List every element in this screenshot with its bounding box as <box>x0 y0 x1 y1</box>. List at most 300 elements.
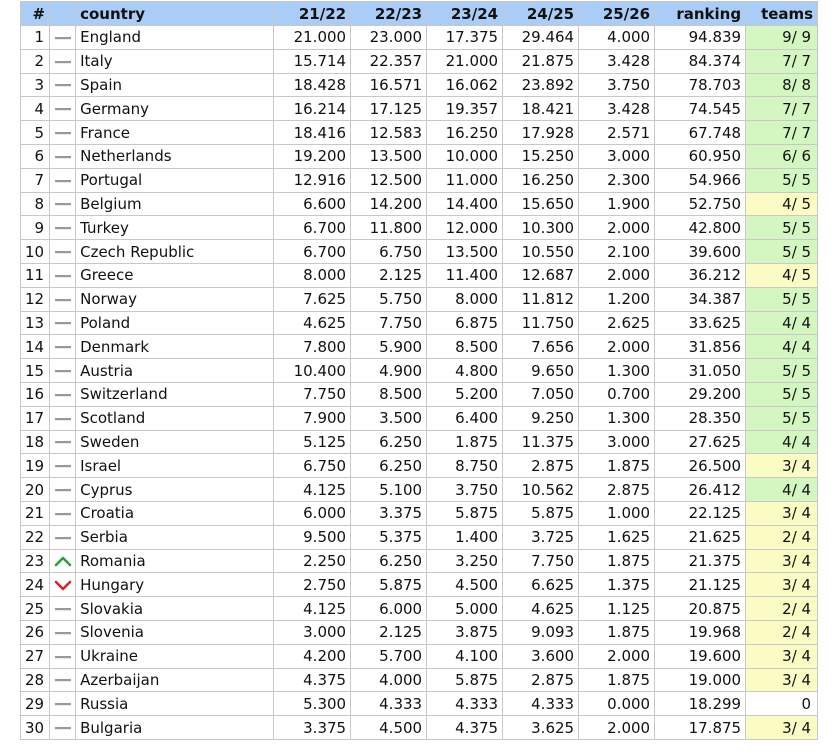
season-21-22-cell: 7.900 <box>274 406 351 430</box>
table-row <box>21 192 818 216</box>
season-24-25-cell: 12.687 <box>503 263 579 287</box>
season-24-25-cell: 2.875 <box>503 454 579 478</box>
season-21-22-cell: 16.214 <box>274 97 351 121</box>
table-row <box>21 525 818 549</box>
country-cell: Portugal <box>76 168 274 192</box>
season-22-23-cell: 7.750 <box>351 311 427 335</box>
rank-cell: 13 <box>21 311 50 335</box>
teams-cell: 5/ 5 <box>746 382 818 406</box>
season-22-23-cell: 5.900 <box>351 335 427 359</box>
teams-cell: 4/ 4 <box>746 478 818 502</box>
no-change-dash-icon <box>54 413 72 425</box>
season-23-24-cell: 5.875 <box>427 668 503 692</box>
ranking-cell: 27.625 <box>655 430 746 454</box>
season-22-23-cell: 4.500 <box>351 716 427 740</box>
no-change-dash-icon <box>54 103 72 115</box>
season-21-22-cell: 5.300 <box>274 692 351 716</box>
table-row <box>21 216 818 240</box>
rank-cell: 28 <box>21 668 50 692</box>
movement-cell <box>50 240 76 264</box>
season-24-25-cell: 6.625 <box>503 573 579 597</box>
season-22-23-cell: 6.250 <box>351 430 427 454</box>
season-21-22-cell: 7.750 <box>274 382 351 406</box>
teams-cell: 4/ 4 <box>746 430 818 454</box>
table-row <box>21 121 818 145</box>
movement-cell <box>50 549 76 573</box>
season-25-26-cell: 1.625 <box>579 525 655 549</box>
season-23-24-cell: 5.200 <box>427 382 503 406</box>
season-22-23-cell: 8.500 <box>351 382 427 406</box>
table-row <box>21 406 818 430</box>
rank-cell: 6 <box>21 144 50 168</box>
rank-cell: 3 <box>21 73 50 97</box>
season-25-26-cell: 2.300 <box>579 168 655 192</box>
ranking-cell: 21.125 <box>655 573 746 597</box>
table-row <box>21 335 818 359</box>
season-21-22-cell: 6.600 <box>274 192 351 216</box>
table-row <box>21 597 818 621</box>
no-change-dash-icon <box>54 56 72 68</box>
season-25-26-cell: 3.428 <box>579 49 655 73</box>
season-22-23-cell: 5.875 <box>351 573 427 597</box>
rank-cell: 15 <box>21 359 50 383</box>
rank-cell: 25 <box>21 597 50 621</box>
country-cell: Switzerland <box>76 382 274 406</box>
movement-cell <box>50 382 76 406</box>
season-21-22-cell: 6.000 <box>274 501 351 525</box>
movement-cell <box>50 430 76 454</box>
season-23-24-cell: 21.000 <box>427 49 503 73</box>
country-cell: Poland <box>76 311 274 335</box>
header-ranking[interactable]: ranking <box>655 2 746 26</box>
season-21-22-cell: 12.916 <box>274 168 351 192</box>
no-change-dash-icon <box>54 294 72 306</box>
ranking-cell: 84.374 <box>655 49 746 73</box>
country-cell: Norway <box>76 287 274 311</box>
season-23-24-cell: 4.100 <box>427 644 503 668</box>
ranking-cell: 39.600 <box>655 240 746 264</box>
season-25-26-cell: 3.000 <box>579 430 655 454</box>
no-change-dash-icon <box>54 460 72 472</box>
season-23-24-cell: 8.500 <box>427 335 503 359</box>
teams-cell: 3/ 4 <box>746 668 818 692</box>
season-25-26-cell: 0.000 <box>579 692 655 716</box>
movement-cell <box>50 192 76 216</box>
teams-cell: 4/ 5 <box>746 192 818 216</box>
table-row <box>21 26 818 50</box>
season-25-26-cell: 1.000 <box>579 501 655 525</box>
season-21-22-cell: 4.625 <box>274 311 351 335</box>
rank-cell: 17 <box>21 406 50 430</box>
table-row <box>21 359 818 383</box>
teams-cell: 3/ 4 <box>746 454 818 478</box>
season-23-24-cell: 5.875 <box>427 501 503 525</box>
no-change-dash-icon <box>54 698 72 710</box>
ranking-cell: 22.125 <box>655 501 746 525</box>
movement-cell <box>50 478 76 502</box>
rank-cell: 12 <box>21 287 50 311</box>
rank-cell: 5 <box>21 121 50 145</box>
country-cell: Israel <box>76 454 274 478</box>
ranking-cell: 31.856 <box>655 335 746 359</box>
movement-cell <box>50 311 76 335</box>
season-23-24-cell: 10.000 <box>427 144 503 168</box>
season-22-23-cell: 23.000 <box>351 26 427 50</box>
rank-cell: 10 <box>21 240 50 264</box>
season-24-25-cell: 3.725 <box>503 525 579 549</box>
teams-cell: 5/ 5 <box>746 216 818 240</box>
season-21-22-cell: 7.625 <box>274 287 351 311</box>
season-24-25-cell: 18.421 <box>503 97 579 121</box>
movement-cell <box>50 620 76 644</box>
country-cell: Spain <box>76 73 274 97</box>
teams-cell: 3/ 4 <box>746 573 818 597</box>
header-season-24-25[interactable]: 24/25 <box>503 2 579 26</box>
movement-cell <box>50 573 76 597</box>
country-cell: Hungary <box>76 573 274 597</box>
season-22-23-cell: 6.000 <box>351 597 427 621</box>
teams-cell: 5/ 5 <box>746 406 818 430</box>
season-21-22-cell: 19.200 <box>274 144 351 168</box>
season-21-22-cell: 10.400 <box>274 359 351 383</box>
country-cell: Sweden <box>76 430 274 454</box>
rank-cell: 23 <box>21 549 50 573</box>
ranking-cell: 26.412 <box>655 478 746 502</box>
season-25-26-cell: 0.700 <box>579 382 655 406</box>
country-cell: England <box>76 26 274 50</box>
country-cell: Croatia <box>76 501 274 525</box>
no-change-dash-icon <box>54 603 72 615</box>
table-row <box>21 692 818 716</box>
season-23-24-cell: 16.062 <box>427 73 503 97</box>
table-row <box>21 287 818 311</box>
country-cell: Germany <box>76 97 274 121</box>
season-21-22-cell: 6.700 <box>274 216 351 240</box>
season-25-26-cell: 1.200 <box>579 287 655 311</box>
teams-cell: 4/ 4 <box>746 311 818 335</box>
season-24-25-cell: 7.750 <box>503 549 579 573</box>
table-row <box>21 263 818 287</box>
season-21-22-cell: 4.125 <box>274 597 351 621</box>
header-teams[interactable]: teams <box>746 2 818 26</box>
season-25-26-cell: 2.000 <box>579 716 655 740</box>
no-change-dash-icon <box>54 365 72 377</box>
rank-cell: 8 <box>21 192 50 216</box>
country-cell: Ukraine <box>76 644 274 668</box>
movement-cell <box>50 49 76 73</box>
season-24-25-cell: 7.656 <box>503 335 579 359</box>
no-change-dash-icon <box>54 436 72 448</box>
movement-cell <box>50 263 76 287</box>
movement-cell <box>50 501 76 525</box>
movement-cell <box>50 26 76 50</box>
header-country[interactable]: country <box>76 2 274 26</box>
season-24-25-cell: 4.333 <box>503 692 579 716</box>
season-23-24-cell: 6.400 <box>427 406 503 430</box>
season-24-25-cell: 29.464 <box>503 26 579 50</box>
teams-cell: 7/ 7 <box>746 97 818 121</box>
table-row <box>21 478 818 502</box>
season-23-24-cell: 4.500 <box>427 573 503 597</box>
movement-cell <box>50 359 76 383</box>
table-row <box>21 168 818 192</box>
arrow-down-icon <box>54 579 72 591</box>
season-21-22-cell: 9.500 <box>274 525 351 549</box>
season-23-24-cell: 8.750 <box>427 454 503 478</box>
country-cell: Slovakia <box>76 597 274 621</box>
season-22-23-cell: 3.375 <box>351 501 427 525</box>
season-25-26-cell: 2.000 <box>579 263 655 287</box>
movement-cell <box>50 216 76 240</box>
rank-cell: 1 <box>21 26 50 50</box>
country-cell: Greece <box>76 263 274 287</box>
season-23-24-cell: 4.333 <box>427 692 503 716</box>
table-row <box>21 144 818 168</box>
season-25-26-cell: 2.000 <box>579 335 655 359</box>
season-22-23-cell: 17.125 <box>351 97 427 121</box>
season-23-24-cell: 19.357 <box>427 97 503 121</box>
movement-cell <box>50 644 76 668</box>
rank-cell: 20 <box>21 478 50 502</box>
ranking-cell: 21.375 <box>655 549 746 573</box>
table-row <box>21 430 818 454</box>
season-24-25-cell: 16.250 <box>503 168 579 192</box>
teams-cell: 0 <box>746 692 818 716</box>
season-21-22-cell: 3.000 <box>274 620 351 644</box>
season-24-25-cell: 10.562 <box>503 478 579 502</box>
table-row <box>21 73 818 97</box>
season-22-23-cell: 12.500 <box>351 168 427 192</box>
header-move <box>50 2 76 26</box>
ranking-cell: 18.299 <box>655 692 746 716</box>
season-23-24-cell: 4.800 <box>427 359 503 383</box>
season-25-26-cell: 1.300 <box>579 406 655 430</box>
country-cell: Azerbaijan <box>76 668 274 692</box>
ranking-cell: 26.500 <box>655 454 746 478</box>
header-season-22-23[interactable]: 22/23 <box>351 2 427 26</box>
season-24-25-cell: 23.892 <box>503 73 579 97</box>
header-season-25-26[interactable]: 25/26 <box>579 2 655 26</box>
season-24-25-cell: 15.250 <box>503 144 579 168</box>
season-21-22-cell: 7.800 <box>274 335 351 359</box>
season-24-25-cell: 5.875 <box>503 501 579 525</box>
no-change-dash-icon <box>54 151 72 163</box>
ranking-cell: 31.050 <box>655 359 746 383</box>
movement-cell <box>50 597 76 621</box>
country-cell: Serbia <box>76 525 274 549</box>
season-23-24-cell: 14.400 <box>427 192 503 216</box>
rank-cell: 7 <box>21 168 50 192</box>
season-23-24-cell: 4.375 <box>427 716 503 740</box>
no-change-dash-icon <box>54 674 72 686</box>
season-24-25-cell: 9.650 <box>503 359 579 383</box>
season-23-24-cell: 3.250 <box>427 549 503 573</box>
table-row <box>21 716 818 740</box>
country-cell: Slovenia <box>76 620 274 644</box>
teams-cell: 2/ 4 <box>746 525 818 549</box>
season-21-22-cell: 18.428 <box>274 73 351 97</box>
header-season-21-22[interactable]: 21/22 <box>274 2 351 26</box>
no-change-dash-icon <box>54 32 72 44</box>
table-row <box>21 311 818 335</box>
teams-cell: 3/ 4 <box>746 549 818 573</box>
ranking-cell: 60.950 <box>655 144 746 168</box>
teams-cell: 3/ 4 <box>746 644 818 668</box>
table-row <box>21 501 818 525</box>
no-change-dash-icon <box>54 651 72 663</box>
teams-cell: 5/ 5 <box>746 240 818 264</box>
country-cell: Czech Republic <box>76 240 274 264</box>
season-22-23-cell: 5.750 <box>351 287 427 311</box>
country-cell: Bulgaria <box>76 716 274 740</box>
ranking-cell: 52.750 <box>655 192 746 216</box>
season-21-22-cell: 4.200 <box>274 644 351 668</box>
season-22-23-cell: 4.000 <box>351 668 427 692</box>
season-23-24-cell: 6.875 <box>427 311 503 335</box>
season-25-26-cell: 1.900 <box>579 192 655 216</box>
teams-cell: 5/ 5 <box>746 287 818 311</box>
table-row <box>21 668 818 692</box>
season-24-25-cell: 11.812 <box>503 287 579 311</box>
ranking-cell: 36.212 <box>655 263 746 287</box>
no-change-dash-icon <box>54 508 72 520</box>
season-22-23-cell: 6.750 <box>351 240 427 264</box>
season-24-25-cell: 4.625 <box>503 597 579 621</box>
season-25-26-cell: 2.000 <box>579 216 655 240</box>
season-25-26-cell: 1.875 <box>579 668 655 692</box>
season-23-24-cell: 16.250 <box>427 121 503 145</box>
season-22-23-cell: 13.500 <box>351 144 427 168</box>
rank-cell: 9 <box>21 216 50 240</box>
no-change-dash-icon <box>54 198 72 210</box>
season-23-24-cell: 17.375 <box>427 26 503 50</box>
teams-cell: 7/ 7 <box>746 121 818 145</box>
header-season-23-24[interactable]: 23/24 <box>427 2 503 26</box>
season-22-23-cell: 6.250 <box>351 549 427 573</box>
movement-cell <box>50 335 76 359</box>
season-22-23-cell: 3.500 <box>351 406 427 430</box>
movement-cell <box>50 716 76 740</box>
season-21-22-cell: 6.700 <box>274 240 351 264</box>
rank-cell: 16 <box>21 382 50 406</box>
table-row <box>21 97 818 121</box>
season-23-24-cell: 11.400 <box>427 263 503 287</box>
teams-cell: 5/ 5 <box>746 359 818 383</box>
season-21-22-cell: 6.750 <box>274 454 351 478</box>
movement-cell <box>50 287 76 311</box>
table-row <box>21 382 818 406</box>
season-24-25-cell: 10.550 <box>503 240 579 264</box>
rank-cell: 2 <box>21 49 50 73</box>
movement-cell <box>50 168 76 192</box>
season-23-24-cell: 1.875 <box>427 430 503 454</box>
ranking-cell: 19.600 <box>655 644 746 668</box>
rank-cell: 29 <box>21 692 50 716</box>
season-23-24-cell: 3.750 <box>427 478 503 502</box>
teams-cell: 9/ 9 <box>746 26 818 50</box>
no-change-dash-icon <box>54 270 72 282</box>
season-24-25-cell: 2.875 <box>503 668 579 692</box>
season-22-23-cell: 14.200 <box>351 192 427 216</box>
season-23-24-cell: 8.000 <box>427 287 503 311</box>
ranking-cell: 17.875 <box>655 716 746 740</box>
movement-cell <box>50 73 76 97</box>
country-cell: Scotland <box>76 406 274 430</box>
season-24-25-cell: 9.093 <box>503 620 579 644</box>
season-21-22-cell: 5.125 <box>274 430 351 454</box>
arrow-up-icon <box>54 555 72 567</box>
season-22-23-cell: 12.583 <box>351 121 427 145</box>
season-25-26-cell: 4.000 <box>579 26 655 50</box>
rank-cell: 24 <box>21 573 50 597</box>
table-row <box>21 620 818 644</box>
country-cell: Russia <box>76 692 274 716</box>
movement-cell <box>50 668 76 692</box>
table-header-row <box>21 2 818 26</box>
season-24-25-cell: 21.875 <box>503 49 579 73</box>
table-row <box>21 549 818 573</box>
teams-cell: 2/ 4 <box>746 597 818 621</box>
season-24-25-cell: 7.050 <box>503 382 579 406</box>
header-rank[interactable]: # <box>21 2 50 26</box>
season-24-25-cell: 9.250 <box>503 406 579 430</box>
rank-cell: 14 <box>21 335 50 359</box>
no-change-dash-icon <box>54 389 72 401</box>
season-23-24-cell: 5.000 <box>427 597 503 621</box>
no-change-dash-icon <box>54 722 72 734</box>
season-25-26-cell: 1.300 <box>579 359 655 383</box>
season-25-26-cell: 2.625 <box>579 311 655 335</box>
ranking-cell: 78.703 <box>655 73 746 97</box>
teams-cell: 3/ 4 <box>746 501 818 525</box>
country-cell: Turkey <box>76 216 274 240</box>
no-change-dash-icon <box>54 532 72 544</box>
season-23-24-cell: 3.875 <box>427 620 503 644</box>
ranking-cell: 42.800 <box>655 216 746 240</box>
movement-cell <box>50 525 76 549</box>
country-cell: Belgium <box>76 192 274 216</box>
ranking-cell: 28.350 <box>655 406 746 430</box>
season-23-24-cell: 11.000 <box>427 168 503 192</box>
movement-cell <box>50 97 76 121</box>
season-22-23-cell: 4.333 <box>351 692 427 716</box>
no-change-dash-icon <box>54 222 72 234</box>
movement-cell <box>50 406 76 430</box>
season-24-25-cell: 17.928 <box>503 121 579 145</box>
no-change-dash-icon <box>54 127 72 139</box>
movement-cell <box>50 144 76 168</box>
season-25-26-cell: 2.875 <box>579 478 655 502</box>
season-25-26-cell: 1.375 <box>579 573 655 597</box>
season-24-25-cell: 11.750 <box>503 311 579 335</box>
season-23-24-cell: 12.000 <box>427 216 503 240</box>
no-change-dash-icon <box>54 627 72 639</box>
movement-cell <box>50 692 76 716</box>
season-22-23-cell: 4.900 <box>351 359 427 383</box>
ranking-cell: 54.966 <box>655 168 746 192</box>
teams-cell: 5/ 5 <box>746 168 818 192</box>
movement-cell <box>50 121 76 145</box>
season-25-26-cell: 2.571 <box>579 121 655 145</box>
teams-cell: 8/ 8 <box>746 73 818 97</box>
ranking-cell: 94.839 <box>655 26 746 50</box>
season-22-23-cell: 5.700 <box>351 644 427 668</box>
no-change-dash-icon <box>54 175 72 187</box>
season-23-24-cell: 1.400 <box>427 525 503 549</box>
teams-cell: 3/ 4 <box>746 716 818 740</box>
season-25-26-cell: 2.000 <box>579 644 655 668</box>
table-row <box>21 573 818 597</box>
